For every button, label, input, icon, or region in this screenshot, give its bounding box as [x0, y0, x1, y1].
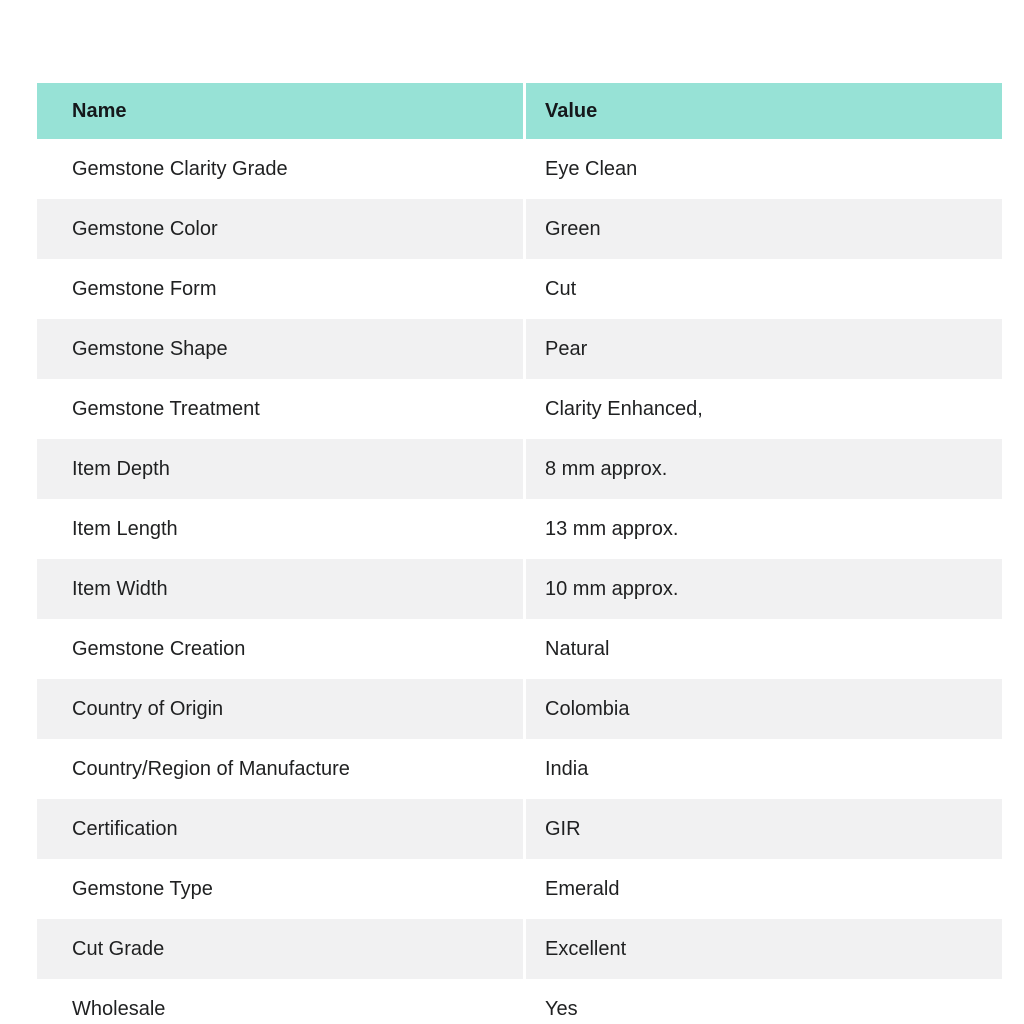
table-row: [37, 559, 1002, 619]
spec-value-cell: Excellent: [526, 919, 1002, 979]
spec-value-cell: GIR: [526, 799, 1002, 859]
spec-value-cell: Green: [526, 199, 1002, 259]
spec-value-cell: 13 mm approx.: [526, 499, 1002, 559]
spec-name-cell: Item Width: [37, 559, 526, 619]
spec-name-cell: Gemstone Treatment: [37, 379, 526, 439]
table-row: [37, 739, 1002, 799]
column-header-name: Name: [37, 83, 526, 139]
table-row: [37, 259, 1002, 319]
spec-value-cell: Emerald: [526, 859, 1002, 919]
spec-name-cell: Country of Origin: [37, 679, 526, 739]
spec-name-cell: Gemstone Shape: [37, 319, 526, 379]
spec-value-cell: Cut: [526, 259, 1002, 319]
spec-value-cell: Yes: [526, 979, 1002, 1024]
table-row: [37, 439, 1002, 499]
spec-name-cell: Gemstone Clarity Grade: [37, 139, 526, 199]
spec-value-cell: 8 mm approx.: [526, 439, 1002, 499]
table-row: [37, 379, 1002, 439]
spec-value-cell: Pear: [526, 319, 1002, 379]
spec-value-cell: Colombia: [526, 679, 1002, 739]
spec-name-cell: Gemstone Color: [37, 199, 526, 259]
table-row: [37, 319, 1002, 379]
table-row: [37, 979, 1002, 1024]
spec-value-cell: Natural: [526, 619, 1002, 679]
spec-name-cell: Item Depth: [37, 439, 526, 499]
spec-name-cell: Country/Region of Manufacture: [37, 739, 526, 799]
spec-name-cell: Item Length: [37, 499, 526, 559]
spec-name-cell: Wholesale: [37, 979, 526, 1024]
spec-name-cell: Gemstone Type: [37, 859, 526, 919]
table-row: [37, 679, 1002, 739]
column-header-value: Value: [526, 83, 1002, 139]
table-header-row: [37, 83, 1002, 139]
spec-name-cell: Gemstone Creation: [37, 619, 526, 679]
spec-value-cell: 10 mm approx.: [526, 559, 1002, 619]
table-row: [37, 199, 1002, 259]
table-row: [37, 859, 1002, 919]
spec-name-cell: Cut Grade: [37, 919, 526, 979]
item-specifics-table: [37, 83, 1002, 1024]
table-row: [37, 919, 1002, 979]
spec-value-cell: India: [526, 739, 1002, 799]
table-body: [37, 139, 1002, 1024]
table-row: [37, 499, 1002, 559]
table-row: [37, 139, 1002, 199]
spec-value-cell: Clarity Enhanced,: [526, 379, 1002, 439]
table-row: [37, 619, 1002, 679]
spec-name-cell: Gemstone Form: [37, 259, 526, 319]
spec-name-cell: Certification: [37, 799, 526, 859]
spec-value-cell: Eye Clean: [526, 139, 1002, 199]
table-row: [37, 799, 1002, 859]
